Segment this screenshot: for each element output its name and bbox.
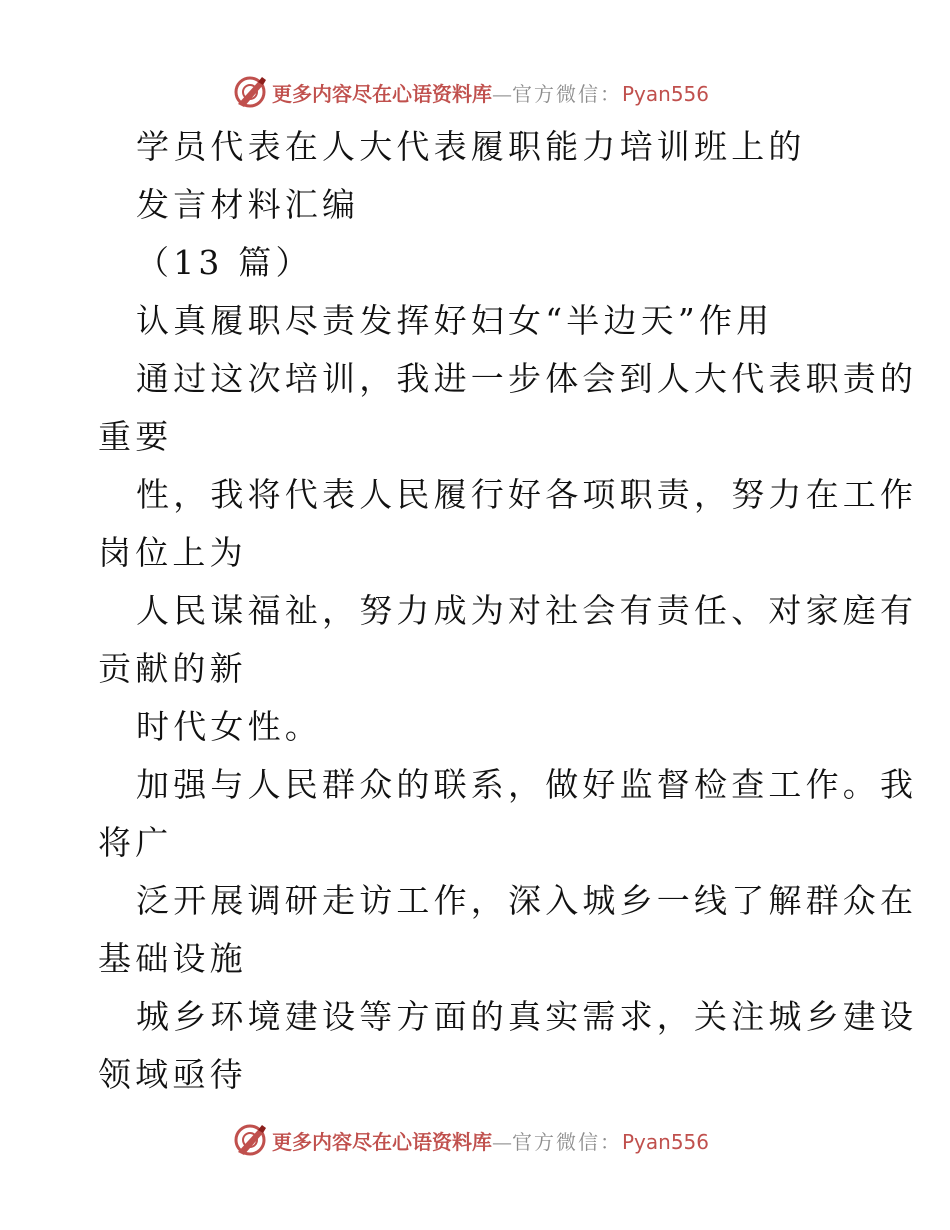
- watermark-account: Pyan556: [622, 81, 710, 106]
- header-watermark: [232, 72, 752, 112]
- watermark-brand: 更多内容尽在心语资料库: [272, 81, 492, 106]
- paragraph-line: 性，我将代表人民履行好各项职责，努力在工作: [136, 475, 918, 514]
- paragraph-line: 贡献的新: [98, 649, 247, 688]
- paragraph-line: 时代女性。: [136, 707, 322, 746]
- section-heading: 认真履职尽责发挥好妇女“半边天”作用: [136, 301, 774, 340]
- watermark-account: Pyan556: [622, 1129, 710, 1154]
- paragraph-line: 重要: [98, 417, 173, 456]
- pen-logo-icon: [232, 74, 268, 110]
- doc-title-line-2: 发言材料汇编: [136, 185, 360, 224]
- paragraph-line: 岗位上为: [98, 533, 247, 572]
- paragraph-line: 加强与人民群众的联系，做好监督检查工作。我: [136, 765, 918, 804]
- paragraph-line: 将广: [98, 823, 173, 862]
- watermark-separator: —: [492, 1129, 512, 1154]
- watermark-channel: 官方微信：: [512, 1129, 622, 1154]
- paragraph-line: 人民谋福祉，努力成为对社会有责任、对家庭有: [136, 591, 918, 630]
- paragraph-line: 城乡环境建设等方面的真实需求，关注城乡建设: [136, 997, 918, 1036]
- paragraph-line: 通过这次培训，我进一步体会到人大代表职责的: [136, 359, 918, 398]
- pen-logo-icon: [232, 1122, 268, 1158]
- doc-count: （13 篇）: [136, 243, 313, 282]
- footer-watermark: [232, 1120, 752, 1160]
- paragraph-line: 基础设施: [98, 939, 247, 978]
- watermark-channel: 官方微信：: [512, 81, 622, 106]
- watermark-separator: —: [492, 81, 512, 106]
- doc-title-line-1: 学员代表在人大代表履职能力培训班上的: [136, 127, 806, 166]
- paragraph-line: 泛开展调研走访工作，深入城乡一线了解群众在: [136, 881, 918, 920]
- paragraph-line: 领域亟待: [98, 1055, 247, 1094]
- watermark-brand: 更多内容尽在心语资料库: [272, 1129, 492, 1154]
